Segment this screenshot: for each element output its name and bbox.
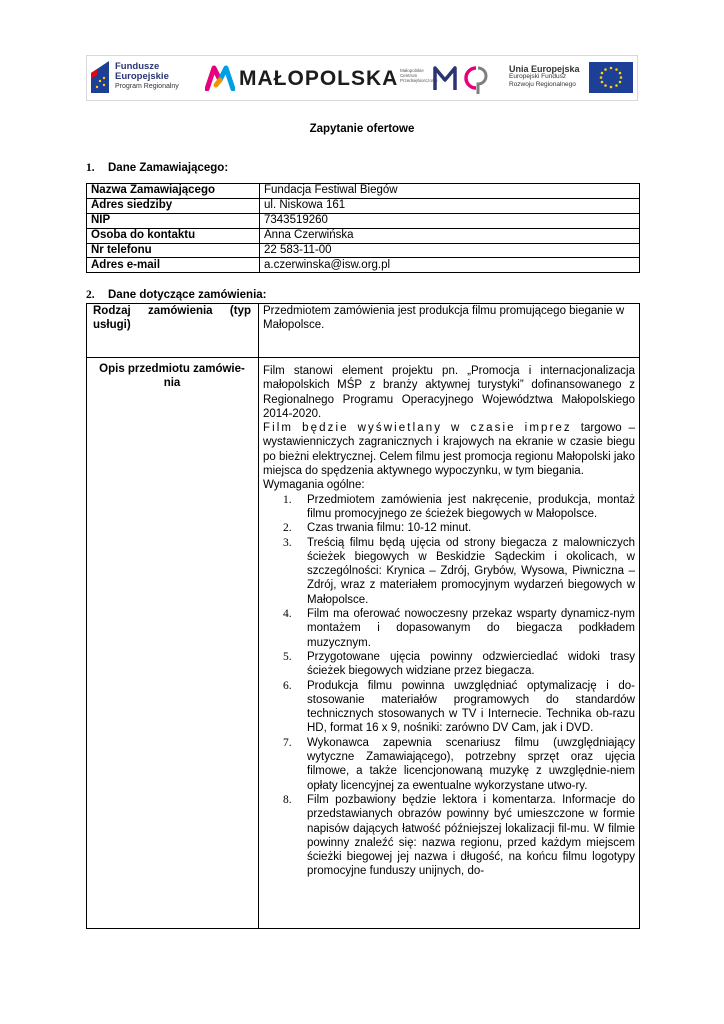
order-description: [263, 364, 635, 879]
section-2-number: 2.: [86, 289, 95, 301]
requirements-list: [263, 493, 635, 879]
fundusze-flag-icon: [91, 61, 109, 93]
contractor-field-value: ul. Niskowa 161: [260, 198, 640, 213]
eu-flag-icon: [589, 62, 633, 93]
ue-logo-text: Unia Europejska Europejski Fundusz Rozwoju Regionalnego: [509, 64, 580, 88]
requirement-number: 1.: [283, 493, 292, 506]
description-paragraph-1: Film stanowi element projektu pn. „Promocja i internacjonalizacja małopolskich MŚP z branży aktywnej turystyki” dofinansowanego z Regionalnego Programu Operacyjnego Województwa Małopolskiego 2014-2020.: [263, 365, 635, 420]
contractor-row: [87, 198, 640, 213]
requirement-item: [263, 650, 635, 679]
requirement-text: Produkcja filmu powinna uwzględniać optymalizację i do-stosowanie materiałów programowych do standardów technicznych stosowanych w TV i Internecie. Technika ob-razu HD, format 16 x 9, nośniki: zarówno DV Cam, jak i DVD.: [307, 679, 635, 735]
section-1-heading: [86, 162, 228, 174]
contractor-table: [86, 183, 640, 273]
order-type-value: Przedmiotem zamówienia jest produkcja filmu promującego bieganie w Małopolsce.: [263, 305, 625, 332]
requirement-text: Wykonawca zapewnia scenariusz filmu (uwzględniający wytyczne Zamawiającego), potrzebny sprzęt oraz ujęcia filmowe, a także licencjonowaną muzykę z uwzględnie-niem opłaty licencyjnej za ewentualne wykorzystane utwo-ry.: [307, 736, 635, 792]
general-requirements-label: Wymagania ogólne:: [263, 479, 365, 492]
section-2-heading: [86, 289, 267, 301]
order-table-column-divider: [258, 304, 259, 928]
contractor-field-label: Adres siedziby: [87, 198, 260, 213]
requirement-item: [263, 493, 635, 522]
malopolska-mark-icon: [205, 65, 235, 91]
requirement-text: Przedmiotem zamówienia jest nakręcenie, produkcja, montaż filmu promocyjnego ze ścieżek biegowych w Małopolsce.: [307, 493, 635, 520]
requirement-number: 7.: [283, 736, 292, 749]
order-table: [86, 303, 640, 929]
contractor-field-value: 7343519260: [260, 213, 640, 228]
contractor-field-label: NIP: [87, 213, 260, 228]
fundusze-logo-text: Fundusze Europejskie Program Regionalny: [115, 61, 179, 90]
contractor-field-label: Nazwa Zamawiającego: [87, 184, 260, 199]
requirement-text: Treścią filmu będą ujęcia od strony biegacza z malowniczych ścieżek biegowych w Beskidzie Sądeckim i okolicach, w szczególności: Krynica – Zdrój, Grybów, Wysowa, Piwniczna – Zdrój, wraz z materiałem promocyjnym wydarzeń biegowych w Małopolsce.: [307, 536, 635, 606]
malopolska-logo: [203, 56, 399, 100]
contractor-field-label: Adres e-mail: [87, 258, 260, 273]
requirement-text: Czas trwania filmu: 10-12 minut.: [307, 522, 472, 535]
contractor-row: [87, 243, 640, 258]
contractor-row: [87, 258, 640, 273]
section-1-number: 1.: [86, 162, 95, 174]
fundusze-europejskie-logo: [91, 56, 191, 100]
requirement-item: [263, 536, 635, 607]
contractor-field-value: Fundacja Festiwal Biegów: [260, 184, 640, 199]
mcp-logo: [400, 56, 494, 100]
order-description-label: Opis przedmiotu zamówie-nia: [99, 363, 245, 390]
requirement-number: 4.: [283, 608, 292, 621]
description-paragraph-2-rest: targowo – wystawienniczych zagranicznych i krajowych na ekranie w czasie biegu po bieżni elektrycznej. Celem filmu jest promocja regionu Małopolski jako miejsca do spędzenia aktywnego wypoczynku, w tym biegania.: [263, 422, 635, 478]
document-title: Zapytanie ofertowe: [309, 123, 415, 135]
contractor-field-value: 22 583-11-00: [260, 243, 640, 258]
requirement-text: Film ma oferować nowoczesny przekaz wsparty dynamicz-nym montażem i dopasowanym do biegacza podkładem muzycznym.: [307, 608, 635, 649]
description-paragraph-2: [263, 421, 635, 478]
requirement-number: 8.: [283, 793, 292, 806]
contractor-field-value: a.czerwinska@isw.org.pl: [260, 258, 640, 273]
logo-band: [86, 55, 638, 101]
requirement-item: [263, 521, 635, 535]
requirement-item: [263, 736, 635, 793]
order-type-label: Rodzaj zamówienia (typ usługi): [93, 305, 251, 332]
section-2-title: Dane dotyczące zamówienia:: [108, 289, 267, 301]
malopolska-wordmark: MAŁOPOLSKA: [239, 67, 399, 90]
requirement-number: 5.: [283, 650, 292, 663]
requirement-item: [263, 607, 635, 650]
order-table-row-divider: [87, 357, 639, 358]
mcp-logo-text: Małopolskie Centrum Przedsiębiorczości: [400, 68, 438, 83]
ue-logo: [509, 56, 635, 100]
requirement-number: 6.: [283, 679, 292, 692]
requirement-item: [263, 679, 635, 736]
contractor-row: [87, 213, 640, 228]
requirement-text: Przygotowane ujęcia powinny odzwierciedlać widoki trasy ścieżek biegowych widziane przez biegacza.: [307, 650, 635, 678]
section-1-title: Dane Zamawiającego:: [108, 162, 229, 174]
description-paragraph-2-lead: Film będzie wyświetlany w czasie imprez: [263, 422, 581, 435]
contractor-field-label: Osoba do kontaktu: [87, 228, 260, 243]
contractor-row: [87, 184, 640, 199]
requirement-number: 2.: [283, 522, 292, 535]
contractor-field-label: Nr telefonu: [87, 243, 260, 258]
requirement-text: Film pozbawiony będzie lektora i komentarza. Informacje do przedstawianych obrazów powinny być umieszczone w formie napisów dających łatwość późniejszej lokalizacji fil-mu. W filmie powinny znaleźć się: nazwa regionu, przed każdym miejscem ścieżki biegowej jej nazwa i długość, na końcu filmu logotypy promocyjne funduszy unijnych, do-: [307, 793, 635, 878]
requirement-number: 3.: [283, 536, 292, 549]
contractor-row: [87, 228, 640, 243]
contractor-field-value: Anna Czerwińska: [260, 228, 640, 243]
mcp-mark-icon: [432, 60, 492, 96]
requirement-item: [263, 793, 635, 879]
